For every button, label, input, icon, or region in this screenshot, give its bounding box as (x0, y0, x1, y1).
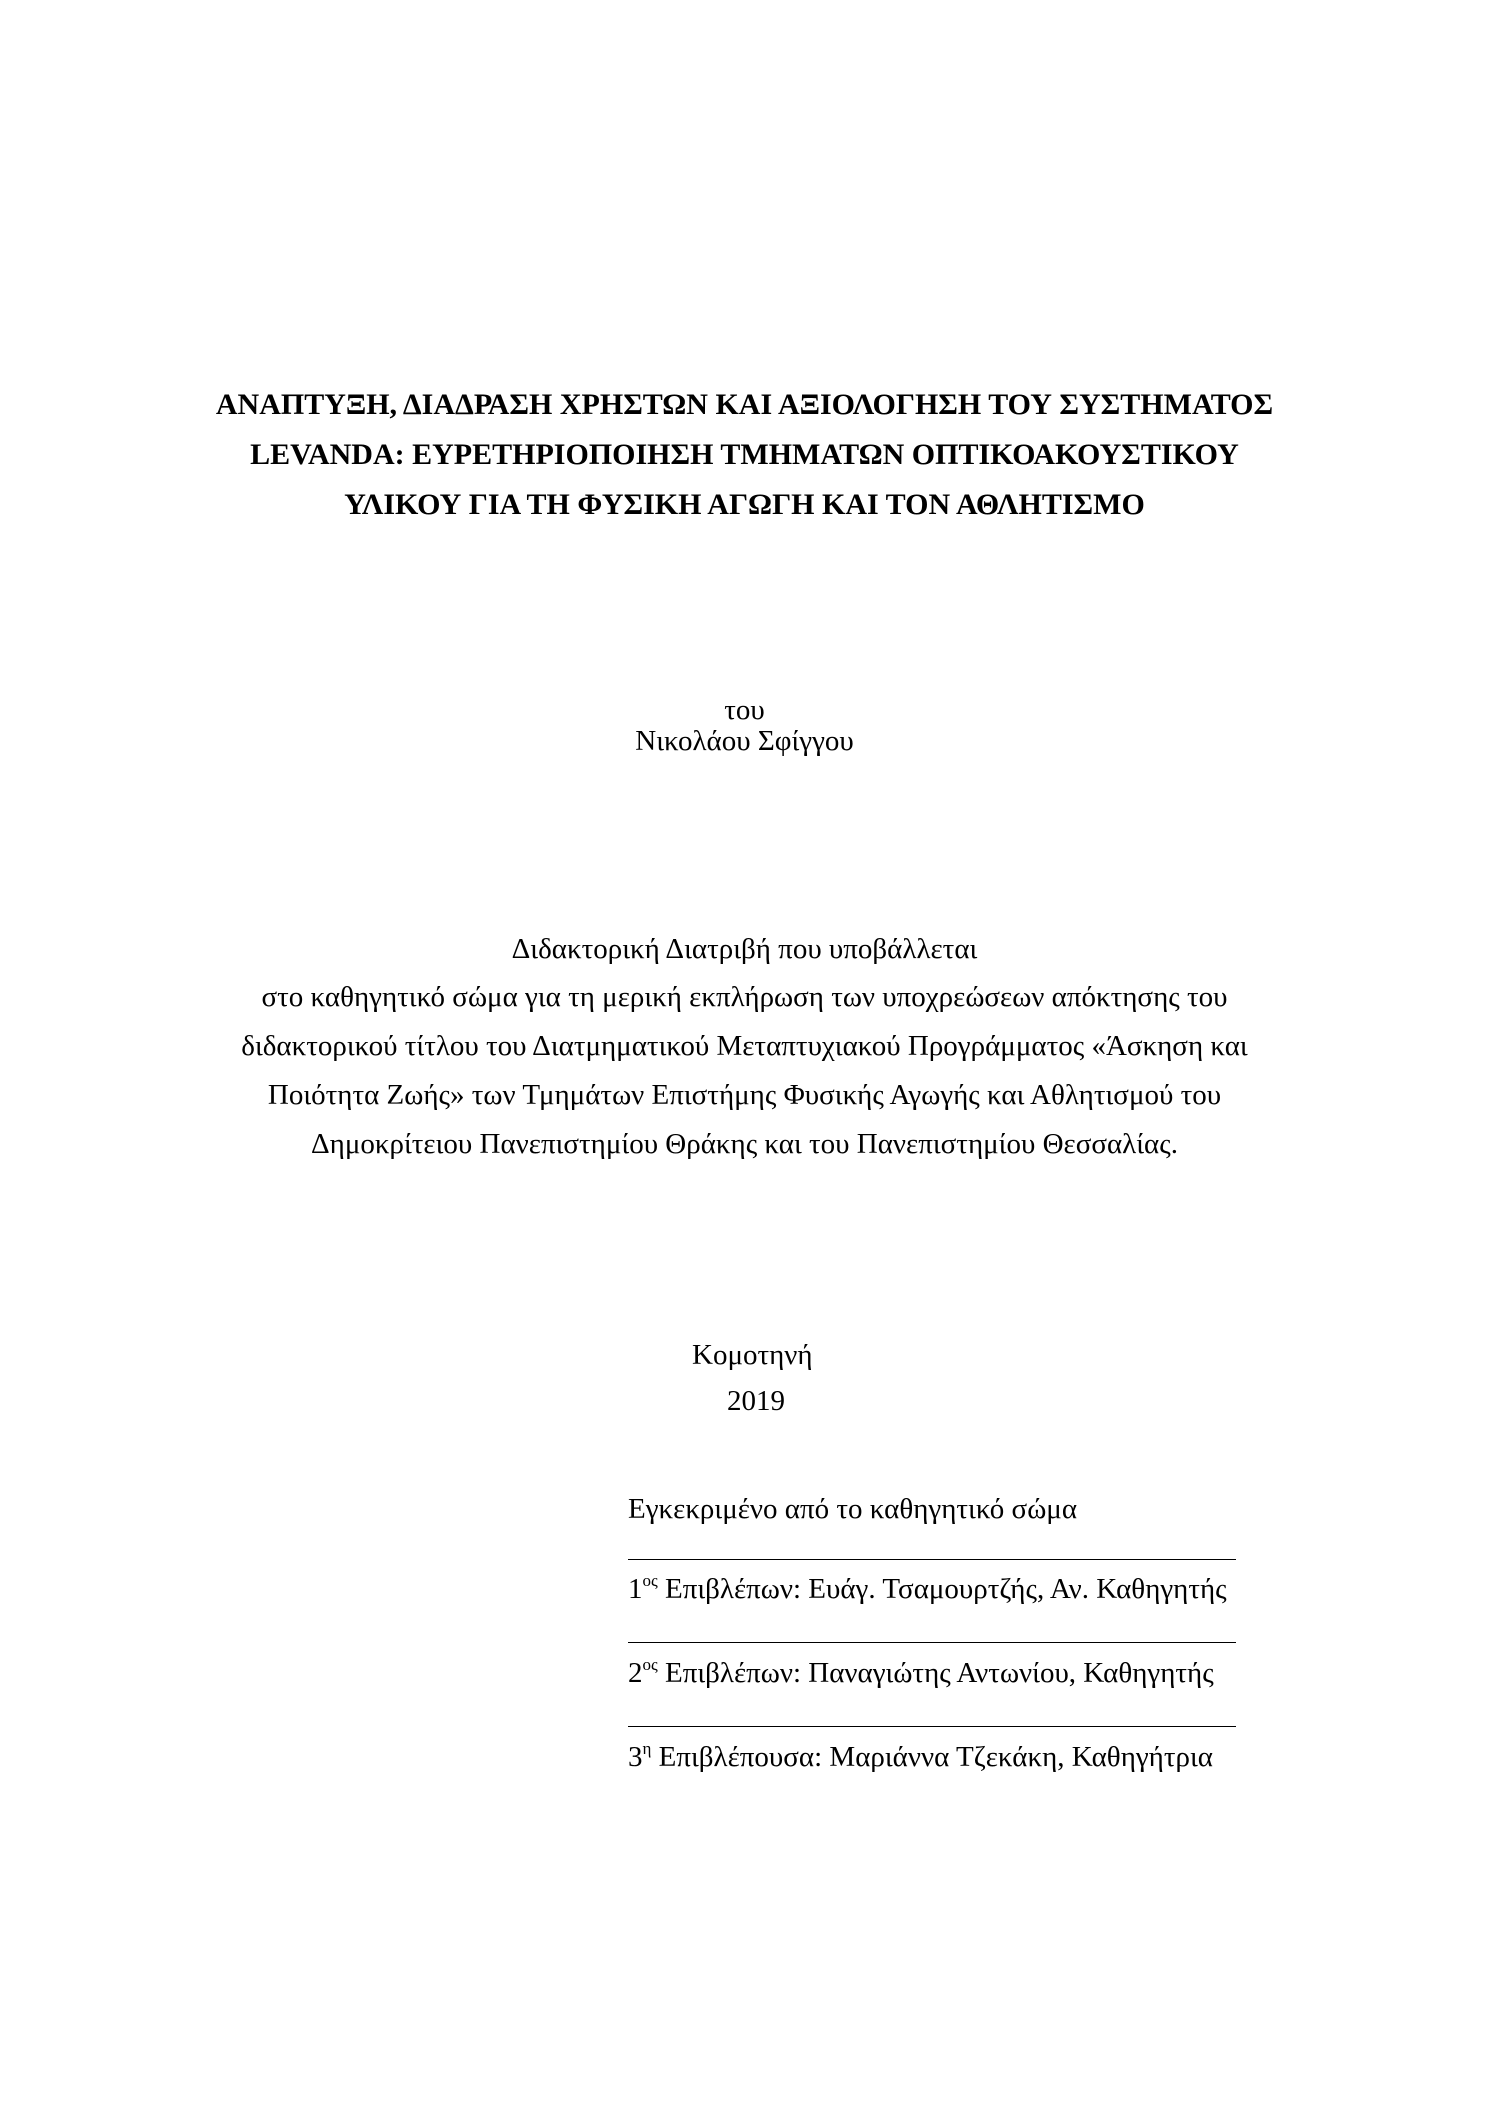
supervisor-2 (628, 1657, 1214, 1690)
supervisor-3-text: Επιβλέπουσα: Μαριάννα Τζεκάκη, Καθηγήτρια (651, 1741, 1213, 1773)
statement-line-3: διδακτορικού τίτλου του Διατμηματικού Μεταπτυχιακού Προγράμματος «Άσκηση και (241, 1030, 1248, 1062)
signature-line-3 (628, 1726, 1236, 1727)
title-line-2: LEVANDA: ΕΥΡΕΤΗΡΙΟΠΟΙΗΣΗ ΤΜΗΜΑΤΩΝ ΟΠΤΙΚΟΑΚΟΥΣΤΙΚΟΥ (250, 438, 1239, 471)
statement-line-5: Δημοκρίτειου Πανεπιστημίου Θράκης και του Πανεπιστημίου Θεσσαλίας. (311, 1128, 1178, 1160)
supervisor-3 (628, 1741, 1213, 1774)
author-name: Νικολάου Σφίγγου (635, 725, 854, 757)
place: Κομοτηνή (692, 1339, 813, 1371)
author-prefix: του (724, 694, 765, 726)
statement-line-2: στο καθηγητικό σώμα για τη μερική εκπλήρωση των υποχρεώσεων απόκτησης του (261, 981, 1228, 1013)
supervisor-2-number: 2 (628, 1657, 643, 1689)
supervisor-1-text: Επιβλέπων: Ευάγ. Τσαμουρτζής, Αν. Καθηγητής (657, 1573, 1227, 1605)
signature-line-2 (628, 1642, 1236, 1643)
supervisor-2-ordinal: ος (642, 1655, 658, 1674)
supervisor-3-number: 3 (628, 1741, 643, 1773)
supervisor-1-ordinal: ος (642, 1571, 658, 1590)
statement-line-1: Διδακτορική Διατριβή που υποβάλλεται (511, 933, 978, 965)
supervisor-2-text: Επιβλέπων: Παναγιώτης Αντωνίου, Καθηγητής (657, 1657, 1214, 1689)
approval-heading: Εγκεκριμένο από το καθηγητικό σώμα (628, 1493, 1078, 1525)
supervisor-1-number: 1 (628, 1573, 643, 1605)
signature-line-1 (628, 1559, 1236, 1560)
supervisor-3-ordinal: η (642, 1739, 652, 1758)
year: 2019 (727, 1385, 785, 1417)
title-line-1: ΑΝΑΠΤΥΞΗ, ΔΙΑΔΡΑΣΗ ΧΡΗΣΤΩΝ ΚΑΙ ΑΞΙΟΛΟΓΗΣΗ ΤΟΥ ΣΥΣΤΗΜΑΤΟΣ (215, 388, 1274, 421)
supervisor-1 (628, 1573, 1227, 1606)
title-line-3: ΥΛΙΚΟΥ ΓΙΑ ΤΗ ΦΥΣΙΚΗ ΑΓΩΓΗ ΚΑΙ ΤΟΝ ΑΘΛΗΤΙΣΜΟ (344, 488, 1145, 521)
statement-line-4: Ποιότητα Ζωής» των Τμημάτων Επιστήμης Φυσικής Αγωγής και Αθλητισμού του (267, 1079, 1222, 1111)
